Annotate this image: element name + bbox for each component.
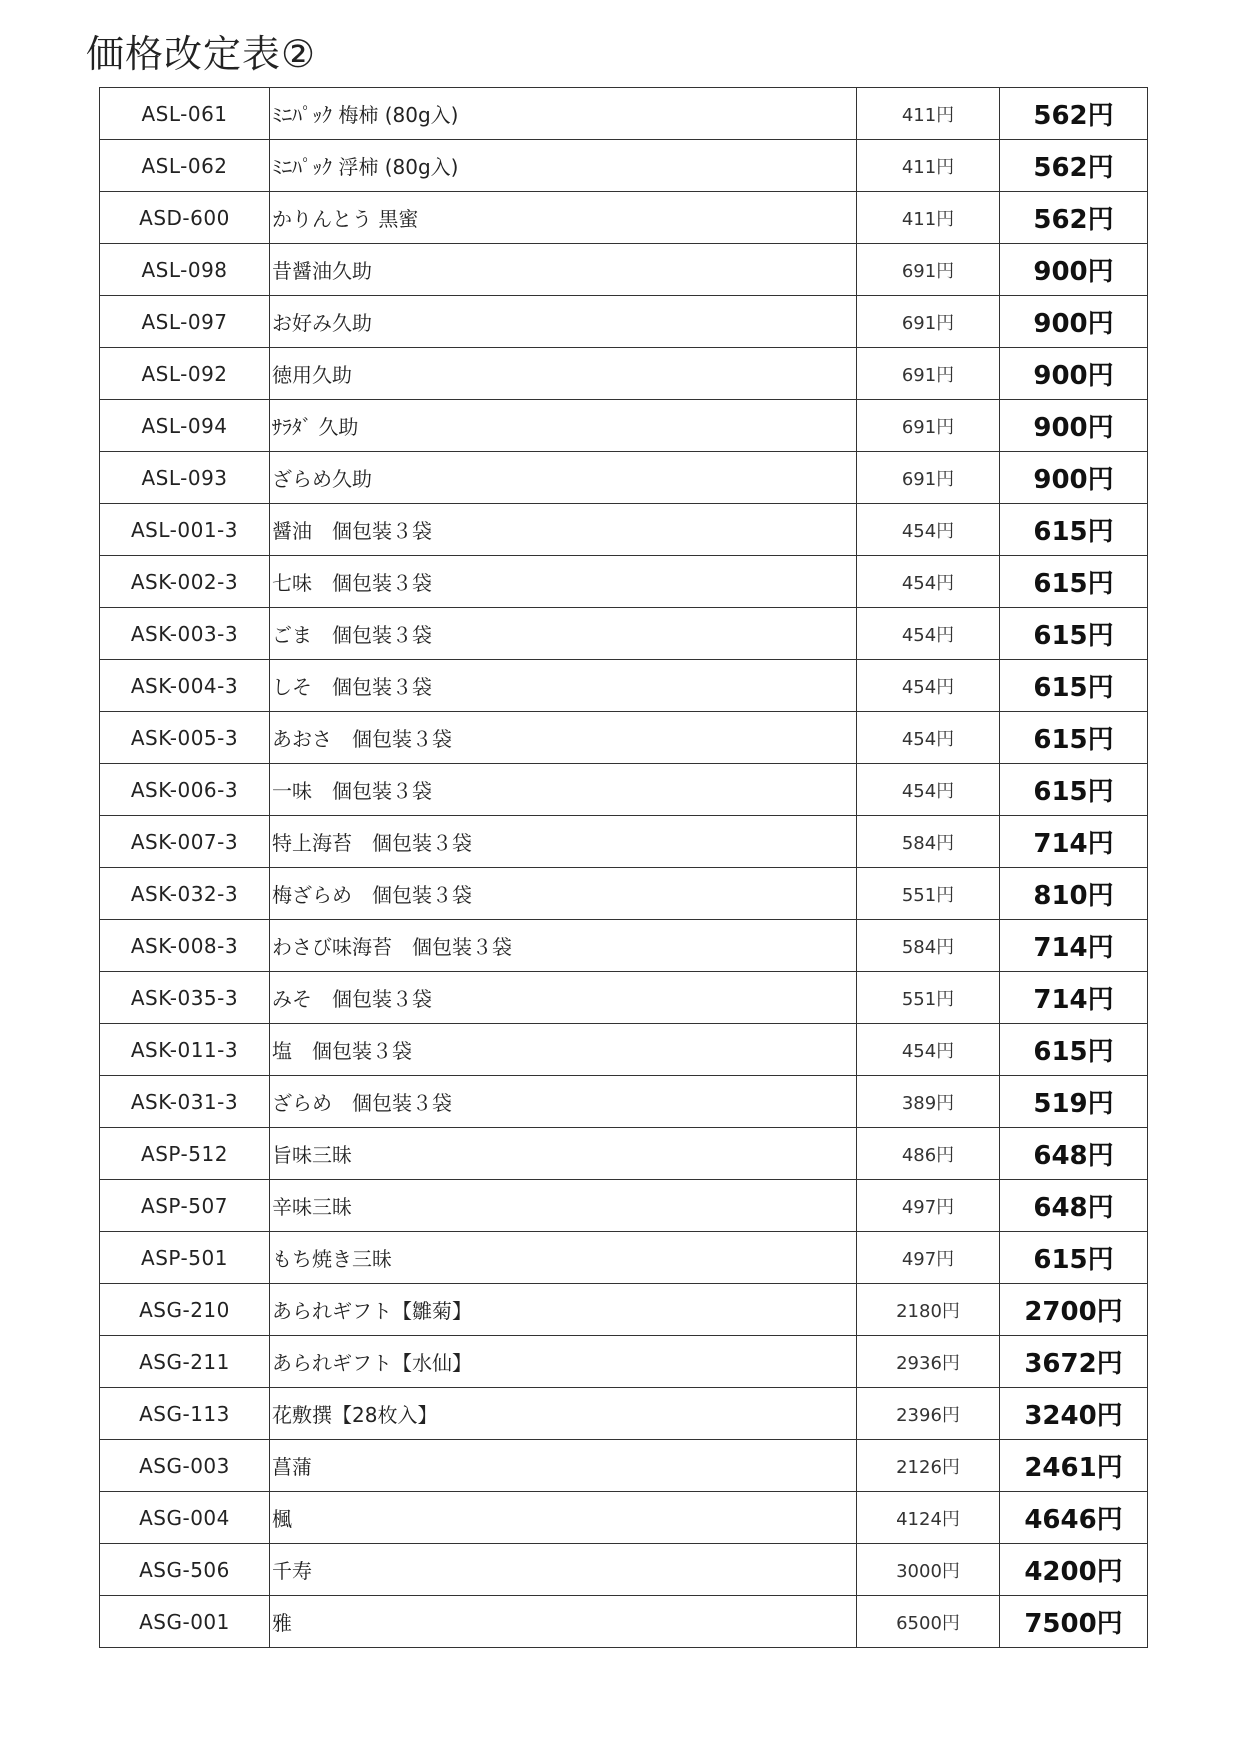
product-name-cell: ｻﾗﾀﾞ 久助 [270,400,857,452]
table-row [100,608,1148,660]
product-name-cell: ﾐﾆﾊﾟｯｸ 浮柿 (80g入) [270,140,857,192]
product-name-cell: 花敷撰【28枚入】 [270,1388,857,1440]
product-name-cell: ざらめ久助 [270,452,857,504]
product-code-cell: ASG-210 [100,1284,270,1336]
new-price-cell: 615円 [1000,712,1148,764]
old-price-cell: 691円 [857,296,1000,348]
new-price-cell: 900円 [1000,452,1148,504]
old-price-cell: 2126円 [857,1440,1000,1492]
table-row [100,348,1148,400]
old-price-cell: 486円 [857,1128,1000,1180]
new-price-cell: 615円 [1000,660,1148,712]
product-name-cell: 辛味三昧 [270,1180,857,1232]
new-price-cell: 615円 [1000,504,1148,556]
table-row [100,1128,1148,1180]
table-row [100,1596,1148,1648]
table-row [100,556,1148,608]
table-row [100,1180,1148,1232]
old-price-cell: 691円 [857,244,1000,296]
old-price-cell: 454円 [857,504,1000,556]
product-code-cell: ASL-098 [100,244,270,296]
product-code-cell: ASK-031-3 [100,1076,270,1128]
table-row [100,1388,1148,1440]
table-row [100,452,1148,504]
table-row [100,816,1148,868]
table-row [100,1336,1148,1388]
table-row [100,1076,1148,1128]
product-code-cell: ASG-506 [100,1544,270,1596]
new-price-cell: 7500円 [1000,1596,1148,1648]
product-code-cell: ASK-035-3 [100,972,270,1024]
product-name-cell: 楓 [270,1492,857,1544]
product-code-cell: ASK-005-3 [100,712,270,764]
product-code-cell: ASG-211 [100,1336,270,1388]
product-name-cell: 塩 個包装３袋 [270,1024,857,1076]
old-price-cell: 691円 [857,348,1000,400]
new-price-cell: 648円 [1000,1128,1148,1180]
table-row [100,1232,1148,1284]
product-name-cell: ﾐﾆﾊﾟｯｸ 梅柿 (80g入) [270,88,857,140]
new-price-cell: 900円 [1000,296,1148,348]
new-price-cell: 3240円 [1000,1388,1148,1440]
new-price-cell: 615円 [1000,608,1148,660]
old-price-cell: 497円 [857,1180,1000,1232]
table-row [100,1284,1148,1336]
new-price-cell: 562円 [1000,192,1148,244]
product-code-cell: ASL-097 [100,296,270,348]
product-code-cell: ASK-006-3 [100,764,270,816]
product-name-cell: あられギフト【水仙】 [270,1336,857,1388]
product-name-cell: しそ 個包装３袋 [270,660,857,712]
product-name-cell: 昔醤油久助 [270,244,857,296]
product-name-cell: 徳用久助 [270,348,857,400]
new-price-cell: 562円 [1000,88,1148,140]
product-code-cell: ASL-061 [100,88,270,140]
product-code-cell: ASP-501 [100,1232,270,1284]
table-row [100,192,1148,244]
new-price-cell: 900円 [1000,400,1148,452]
table-row [100,660,1148,712]
new-price-cell: 562円 [1000,140,1148,192]
old-price-cell: 454円 [857,556,1000,608]
price-revision-table [99,87,1148,1648]
old-price-cell: 411円 [857,88,1000,140]
product-code-cell: ASP-512 [100,1128,270,1180]
product-name-cell: かりんとう 黒蜜 [270,192,857,244]
product-code-cell: ASK-004-3 [100,660,270,712]
old-price-cell: 4124円 [857,1492,1000,1544]
product-name-cell: わさび味海苔 個包装３袋 [270,920,857,972]
product-code-cell: ASG-113 [100,1388,270,1440]
product-code-cell: ASK-032-3 [100,868,270,920]
old-price-cell: 454円 [857,660,1000,712]
new-price-cell: 648円 [1000,1180,1148,1232]
table-row [100,400,1148,452]
new-price-cell: 615円 [1000,764,1148,816]
table-row [100,244,1148,296]
product-name-cell: みそ 個包装３袋 [270,972,857,1024]
new-price-cell: 615円 [1000,1024,1148,1076]
old-price-cell: 551円 [857,972,1000,1024]
old-price-cell: 411円 [857,192,1000,244]
old-price-cell: 6500円 [857,1596,1000,1648]
table-row [100,1024,1148,1076]
new-price-cell: 615円 [1000,556,1148,608]
old-price-cell: 497円 [857,1232,1000,1284]
product-code-cell: ASL-092 [100,348,270,400]
new-price-cell: 714円 [1000,920,1148,972]
table-row [100,868,1148,920]
product-code-cell: ASK-008-3 [100,920,270,972]
new-price-cell: 2461円 [1000,1440,1148,1492]
old-price-cell: 2180円 [857,1284,1000,1336]
product-name-cell: 特上海苔 個包装３袋 [270,816,857,868]
product-code-cell: ASL-094 [100,400,270,452]
table-row [100,1492,1148,1544]
table-row [100,296,1148,348]
product-name-cell: 七味 個包装３袋 [270,556,857,608]
old-price-cell: 454円 [857,712,1000,764]
product-name-cell: 旨味三昧 [270,1128,857,1180]
product-code-cell: ASK-002-3 [100,556,270,608]
product-name-cell: 菖蒲 [270,1440,857,1492]
old-price-cell: 584円 [857,920,1000,972]
table-row [100,764,1148,816]
price-table-body [100,88,1148,1648]
old-price-cell: 454円 [857,1024,1000,1076]
old-price-cell: 454円 [857,764,1000,816]
product-code-cell: ASL-093 [100,452,270,504]
old-price-cell: 411円 [857,140,1000,192]
product-code-cell: ASK-007-3 [100,816,270,868]
new-price-cell: 900円 [1000,348,1148,400]
table-row [100,712,1148,764]
table-row [100,1544,1148,1596]
product-name-cell: 一味 個包装３袋 [270,764,857,816]
product-code-cell: ASD-600 [100,192,270,244]
old-price-cell: 691円 [857,400,1000,452]
old-price-cell: 2936円 [857,1336,1000,1388]
table-row [100,88,1148,140]
product-code-cell: ASK-011-3 [100,1024,270,1076]
table-row [100,140,1148,192]
product-code-cell: ASG-003 [100,1440,270,1492]
product-name-cell: ごま 個包装３袋 [270,608,857,660]
old-price-cell: 551円 [857,868,1000,920]
table-row [100,920,1148,972]
old-price-cell: 389円 [857,1076,1000,1128]
product-code-cell: ASP-507 [100,1180,270,1232]
old-price-cell: 454円 [857,608,1000,660]
old-price-cell: 2396円 [857,1388,1000,1440]
product-code-cell: ASL-062 [100,140,270,192]
product-name-cell: 千寿 [270,1544,857,1596]
product-name-cell: 雅 [270,1596,857,1648]
table-row [100,972,1148,1024]
new-price-cell: 519円 [1000,1076,1148,1128]
product-code-cell: ASL-001-3 [100,504,270,556]
product-name-cell: ざらめ 個包装３袋 [270,1076,857,1128]
product-name-cell: あられギフト【雛菊】 [270,1284,857,1336]
old-price-cell: 691円 [857,452,1000,504]
table-row [100,504,1148,556]
new-price-cell: 714円 [1000,972,1148,1024]
table-row [100,1440,1148,1492]
new-price-cell: 810円 [1000,868,1148,920]
new-price-cell: 4200円 [1000,1544,1148,1596]
product-code-cell: ASG-001 [100,1596,270,1648]
old-price-cell: 584円 [857,816,1000,868]
new-price-cell: 615円 [1000,1232,1148,1284]
product-name-cell: 醤油 個包装３袋 [270,504,857,556]
product-name-cell: あおさ 個包装３袋 [270,712,857,764]
product-name-cell: 梅ざらめ 個包装３袋 [270,868,857,920]
old-price-cell: 3000円 [857,1544,1000,1596]
new-price-cell: 3672円 [1000,1336,1148,1388]
new-price-cell: 714円 [1000,816,1148,868]
product-name-cell: もち焼き三昧 [270,1232,857,1284]
product-code-cell: ASG-004 [100,1492,270,1544]
new-price-cell: 900円 [1000,244,1148,296]
product-name-cell: お好み久助 [270,296,857,348]
new-price-cell: 2700円 [1000,1284,1148,1336]
new-price-cell: 4646円 [1000,1492,1148,1544]
page-title: 価格改定表② [86,32,317,76]
product-code-cell: ASK-003-3 [100,608,270,660]
